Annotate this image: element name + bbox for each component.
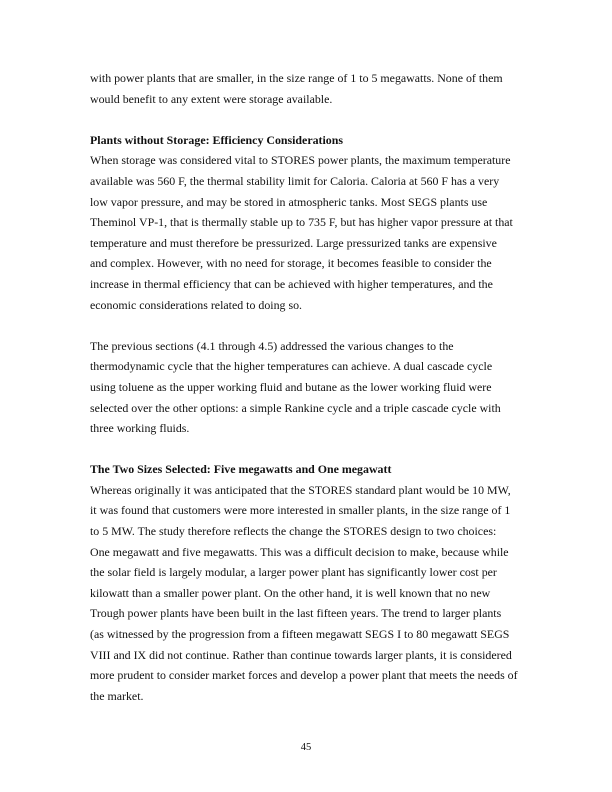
text-line: thermodynamic cycle that the higher temperatures can achieve. A dual cascade cycle (90, 359, 493, 374)
text-line: more prudent to consider market forces and develop a power plant that meets the needs of (90, 668, 518, 683)
text-line: The previous sections (4.1 through 4.5) addressed the various changes to the (90, 338, 454, 353)
paragraph-intro-continuation (90, 68, 536, 109)
paragraph-two-sizes (90, 459, 536, 706)
page-number: 45 (300, 742, 312, 753)
text-line: with power plants that are smaller, in the size range of 1 to 5 megawatts. None of them (90, 71, 503, 85)
body-text (90, 68, 536, 706)
text-line: One megawatt and five megawatts. This was a difficult decision to make, because while (90, 544, 509, 559)
text-line: to 5 MW. The study therefore reflects the change the STORES design to two choices: (90, 524, 497, 539)
text-line: Whereas originally it was anticipated that the STORES standard plant would be 10 MW, (90, 482, 511, 497)
paragraph-spacer (90, 439, 536, 460)
text-line: low vapor pressure, and may be stored in atmospheric tanks. Most SEGS plants use (90, 194, 488, 209)
section-heading-efficiency: Plants without Storage: Efficiency Considerations (90, 132, 343, 147)
text-line: selected over the other options: a simple Rankine cycle and a triple cascade cycle with (90, 400, 501, 415)
text-line: and complex. However, with no need for storage, it becomes feasible to consider the (90, 256, 492, 271)
text-line: increase in thermal efficiency that can be achieved with higher temperatures, and the (90, 276, 493, 291)
text-line: the solar field is largely modular, a larger power plant has significantly lower cost per (90, 565, 497, 580)
paragraph-spacer (90, 109, 536, 130)
text-line: available was 560 F, the thermal stability limit for Caloria. Caloria at 560 F has a very (90, 173, 500, 188)
text-line: kilowatt than a smaller power plant. On the other hand, it is well known that no new (90, 585, 491, 600)
paragraph-efficiency-considerations (90, 130, 536, 315)
text-line: (as witnessed by the progression from a fifteen megawatt SEGS I to 80 megawatt SEGS (90, 627, 510, 642)
text-line: using toluene as the upper working fluid and butane as the lower working fluid were (90, 379, 492, 394)
text-line: would benefit to any extent were storage available. (90, 91, 333, 106)
paragraph-spacer (90, 315, 536, 336)
text-line: the market. (90, 688, 144, 703)
text-line: three working fluids. (90, 421, 190, 436)
text-line: VIII and IX did not continue. Rather than continue towards larger plants, it is considered (90, 647, 512, 662)
text-line: Theminol VP-1, that is thermally stable up to 735 F, but has higher vapor pressure at that (90, 215, 513, 230)
paragraph-previous-sections (90, 336, 536, 439)
text-line: it was found that customers were more interested in smaller plants, in the size range of 1 (90, 503, 511, 518)
text-line: When storage was considered vital to STORES power plants, the maximum temperature (90, 153, 511, 168)
text-line: temperature and must therefore be pressurized. Large pressurized tanks are expensive (90, 235, 497, 250)
text-line: Trough power plants have been built in the last fifteen years. The trend to larger plants (90, 606, 502, 621)
text-line: economic considerations related to doing so. (90, 297, 302, 312)
section-heading-two-sizes: The Two Sizes Selected: Five megawatts and One megawatt (90, 462, 392, 477)
